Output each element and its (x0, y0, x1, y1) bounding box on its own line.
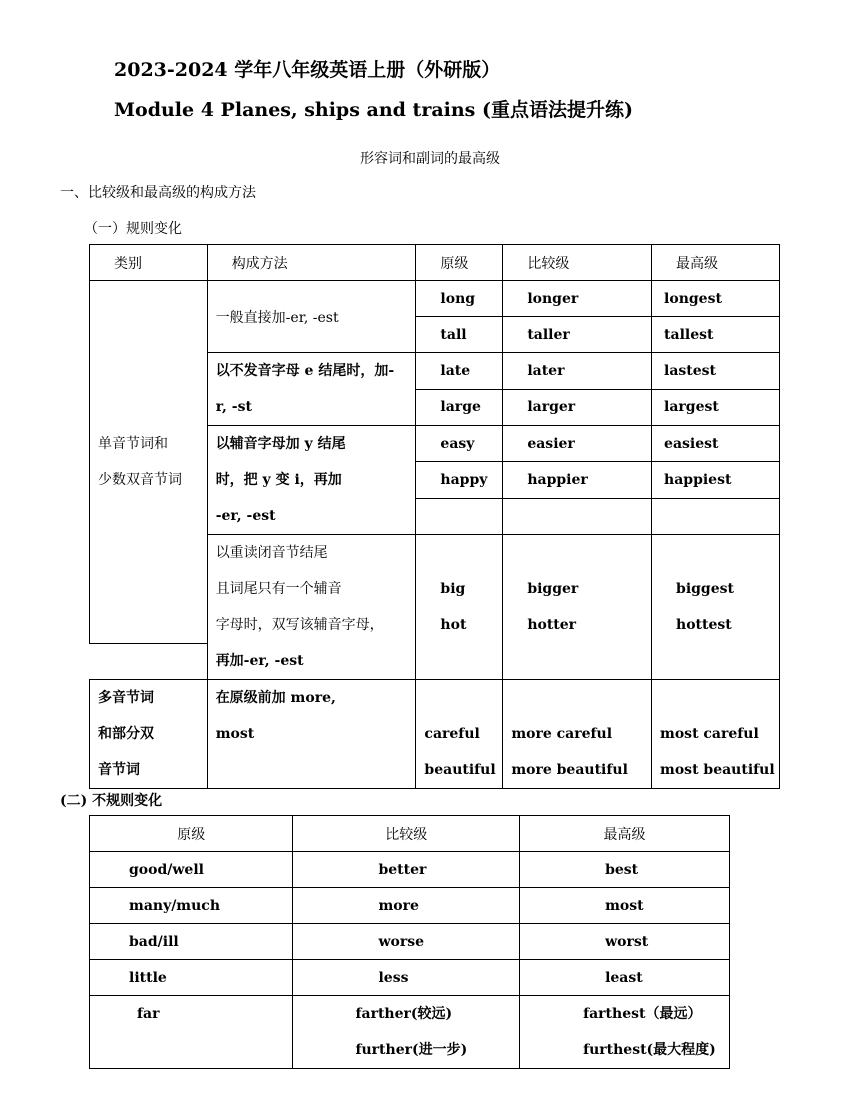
table-row: 以辅音字母加 y 结尾 时，把 y 变 i，再加 -er, -est easy easier easiest (90, 426, 780, 462)
rule-direct-add: 一般直接加-er, -est (207, 281, 416, 353)
multi-positive: careful beautiful (416, 680, 503, 789)
header-comparative: 比较级 (503, 245, 652, 281)
category-single-syllable: 单音节词和 少数双音节词 (90, 281, 208, 644)
section-1-sub-heading: （一）规则变化 (84, 221, 182, 237)
table-row (90, 680, 780, 789)
table-row: many/much more most (90, 888, 730, 924)
topic-subtitle: 形容词和副词的最高级 (360, 151, 500, 167)
table-row: 以不发音字母 e 结尾时，加- r, -st late later lastest (90, 353, 780, 390)
table-row: far farther(较远) further(进一步) farthest（最远） furthest(最大程度) (90, 996, 730, 1069)
table-row: little less least (90, 960, 730, 996)
header-positive: 原级 (416, 245, 503, 281)
header-method: 构成方法 (207, 245, 416, 281)
category-multi-syllable: 多音节词 和部分双 音节词 (90, 680, 208, 789)
regular-forms-table (89, 244, 780, 789)
header-category: 类别 (90, 245, 208, 281)
table-row: tall taller tallest (90, 317, 780, 353)
rule-silent-e: 以不发音字母 e 结尾时，加- r, -st (207, 353, 416, 426)
table-row: bad/ill worse worst (90, 924, 730, 960)
rule-consonant-y: 以辅音字母加 y 结尾 时，把 y 变 i，再加 -er, -est (207, 426, 416, 535)
table-row: large larger largest (90, 389, 780, 426)
header-superlative: 最高级 (652, 245, 780, 281)
module-title: Module 4 Planes, ships and trains (重点语法提升练) (114, 99, 633, 121)
table-row: 单音节词和 少数双音节词 一般直接加-er, -est long longer longest (90, 281, 780, 317)
header-positive: 原级 (90, 816, 293, 852)
section-1-heading: 一、比较级和最高级的构成方法 (60, 185, 256, 201)
irregular-forms-table (89, 815, 730, 1069)
multi-superlative: most careful most beautiful (652, 680, 780, 789)
table-row: good/well better best (90, 852, 730, 888)
table-row: happy happier happiest (90, 462, 780, 498)
header-superlative: 最高级 (520, 816, 730, 852)
document-title: 2023-2024 学年八年级英语上册（外研版） (114, 59, 501, 81)
double-comparative: bigger hotter (503, 535, 652, 680)
double-superlative: biggest hottest (652, 535, 780, 680)
section-2-heading: (二) 不规则变化 (60, 793, 163, 809)
multi-comparative: more careful more beautiful (503, 680, 652, 789)
double-positive: big hot (416, 535, 503, 680)
table-header-row (90, 816, 730, 852)
header-comparative: 比较级 (293, 816, 520, 852)
rule-more-most: 在原级前加 more, most (207, 680, 416, 789)
table-header-row (90, 245, 780, 281)
rule-double-consonant: 以重读闭音节结尾 且词尾只有一个辅音 字母时，双写该辅音字母， 再加-er, -est (207, 535, 416, 680)
